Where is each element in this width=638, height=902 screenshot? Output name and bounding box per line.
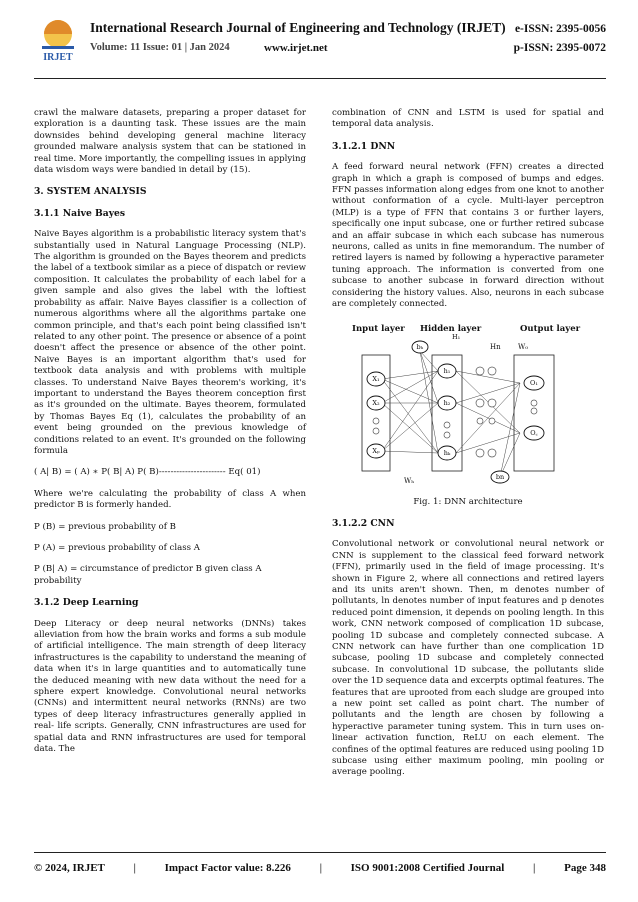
node-h2: h₂ bbox=[443, 398, 451, 407]
right-column bbox=[332, 108, 604, 789]
page-footer bbox=[34, 862, 606, 874]
node-x1: X₁ bbox=[372, 374, 380, 383]
copyright: © 2024, IRJET bbox=[34, 862, 105, 874]
p-issn: p-ISSN: 2395-0072 bbox=[513, 42, 606, 54]
left-column bbox=[34, 108, 306, 766]
node-oc: O꜀ bbox=[530, 428, 538, 437]
section-heading: 3. SYSTEM ANALYSIS bbox=[34, 186, 147, 198]
paragraph: Convolutional network or convolutional neural network or CNN is supplement to the classical feed forward network (FFN), primarily used in the field of image processing. It's shown in Figure 2, where all connections and retired layers and its units aren't shown. Then, m denotes number of pollutants, ln denotes number of input features and p denotes reduced point dimension, it depends on pooling length. In this work, CNN network composed of complication 1D subcase, pooling 1D subcase and completely connected subcase. A CNN network can have further than one complication 1D subcase, pooling 1D subcase and completely connected subcase. In convolutional 1D subcase, the pollutants slide over the 1D sequence data and excerpts optimal features. The features that are uprooted from each sludge are grouped into a new point set called as point chart. The number of pollutants and the length are chosen by following a hyperactive parameter tuning system. This in turn uses on-linear activation function, ReLU on each element. The confines of the optimal features are reduced using pooling 1D subcase using either maximum pooling, min pooling or average pooling. bbox=[332, 539, 604, 778]
svg-text:IRJET: IRJET bbox=[43, 52, 73, 63]
subsection-heading: 3.1.2 Deep Learning bbox=[34, 597, 139, 609]
paragraph: Deep Literacy or deep neural networks (DNNs) takes alleviation from how the brain works and forms a sub module of artificial intelligence. The main strength of deep literacy infrastructures is the capability to understand the meaning of data when it's in large quantities and to automatically tune the deduced meaning with new data without the need for a sphere expert knowledge. Convolutional neural networks (CNNs) and intermittent neural networks (RNNs) are two types of deep literacy infrastructures generally applied in real- life scripts. Generally, CNN infrastructures are used for spatial data and RNN infrastructures are used for temporal data. The bbox=[34, 618, 306, 755]
footer-rule bbox=[34, 852, 606, 853]
dnn-architecture-figure bbox=[348, 321, 588, 491]
paragraph: Naive Bayes algorithm is a probabilistic literacy system that's substantially used in Natural Language Processing (NLP). The algorithm is grounded on the Bayes theorem and predicts the label of a textbook similar as a piece of dispatch or review composition. It calculates the probability of each label for a given sample and also gives the label with the loftiest probability as affair. Naive Bayes classifier is a collection of numerous algorithms where all the algorithms partake one common principle, and that's each point being classified isn't related to any other point. The presence or absence of a point doesn't affect the presence or absence of the other point. Naive Bayes is an important algorithm that's used for textbook data analysis and with problems with multiple classes. To understand Naive Bayes theorem's working, it's important to understand the Bayes theorem conception first as it's grounded on the ultimate. Bayes theorem, formulated by Thomas Bayes Eq (1), calculates the probability of an event being grounded on the previous knowledge of conditions related to an event. It's grounded on the following formula bbox=[34, 229, 306, 456]
footer-separator: | bbox=[319, 862, 322, 874]
subsection-heading: 3.1.1 Naive Bayes bbox=[34, 207, 126, 219]
footer-separator: | bbox=[533, 862, 536, 874]
journal-website-link[interactable]: www.irjet.net bbox=[264, 42, 328, 54]
node-hk: hₖ bbox=[443, 448, 451, 457]
output-layer-label: Output layer bbox=[520, 323, 581, 334]
e-issn: e-ISSN: 2395-0056 bbox=[514, 23, 606, 35]
node-h1: h₁ bbox=[443, 366, 451, 375]
definition-pba: P (B| A) = circumstance of predictor B given class A probability bbox=[34, 564, 262, 586]
irjet-logo bbox=[34, 16, 82, 64]
paragraph: combination of CNN and LSTM is used for spatial and temporal data analysis. bbox=[332, 108, 604, 130]
wo-label: W₀ bbox=[518, 342, 529, 351]
definition-pb: P (B) = previous probability of B bbox=[34, 521, 176, 532]
header-rule bbox=[34, 78, 606, 79]
hidden-layer-label: Hidden layer bbox=[420, 323, 482, 334]
equation: ( A| B) = ( A) ∗ P( B| A) P( B)----------------------- Eq( 01) bbox=[34, 467, 261, 478]
paragraph: crawl the malware datasets, preparing a proper dataset for exploration is a daunting task. These issues are the main downsides behind developing general machine literacy grounded malware analysis system that can be stationed in real time. More importantly, the compelling issues in applying data wisdom ways were bandied in detail by (15). bbox=[34, 108, 306, 176]
subsection-heading: 3.1.2.1 DNN bbox=[332, 140, 396, 152]
node-bn: bn bbox=[495, 472, 505, 481]
figure-caption: Fig. 1: DNN architecture bbox=[413, 496, 523, 507]
page-header bbox=[34, 14, 606, 72]
h1-label: H₁ bbox=[452, 332, 461, 341]
input-layer-label: Input layer bbox=[352, 323, 405, 334]
paragraph: Where we're calculating the probability of class A when predictor B is formerly handed. bbox=[34, 488, 306, 511]
journal-title: International Research Journal of Engineering and Technology (IRJET) bbox=[90, 20, 506, 35]
node-xp: Xₚ bbox=[372, 446, 380, 455]
node-x2: X₂ bbox=[372, 398, 380, 407]
impact-factor: Impact Factor value: 8.226 bbox=[164, 862, 291, 874]
iso-certification: ISO 9001:2008 Certified Journal bbox=[350, 862, 505, 874]
definition-pa: P (A) = previous probability of class A bbox=[34, 543, 200, 553]
issue-info: Volume: 11 Issue: 01 | Jan 2024 bbox=[90, 42, 230, 53]
subsection-heading: 3.1.2.2 CNN bbox=[332, 517, 395, 529]
footer-separator: | bbox=[133, 862, 136, 874]
node-o1: O₁ bbox=[530, 378, 538, 387]
wh-label: Wₕ bbox=[404, 476, 415, 485]
page-number: Page 348 bbox=[564, 862, 606, 874]
hn-label: Hn bbox=[490, 342, 501, 351]
paragraph: A feed forward neural network (FFN) creates a directed graph in which a graph is composed of bumps and edges. FFN passes information along edges from one knot to another without conformation of a cycle. Multi-layer perceptron (MLP) is a type of FFN that contains 3 or further layers, specifically one input subcase, one or further retired subcase and an affair subcase in which each subcase has numerous neurons, called as units in fine memorandum. The number of retired layers is named by following a hyperactive parameter tuning approach. The information is converted from one subcase to another subcase in forward direction without considering the history values. Also, neurons in each subcase are completely connected. bbox=[332, 162, 604, 310]
node-bh: bₕ bbox=[416, 342, 424, 351]
